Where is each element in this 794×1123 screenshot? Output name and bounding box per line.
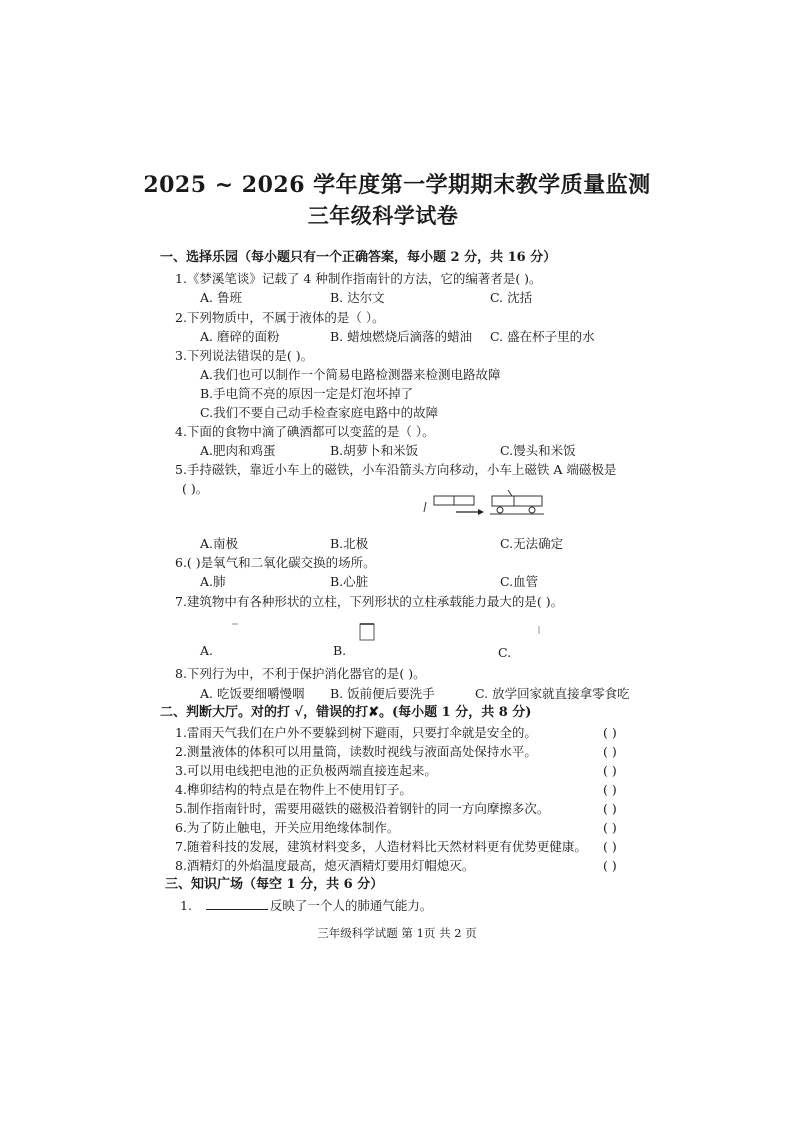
judge-answer-6[interactable]: ( ) <box>603 820 617 835</box>
judge-answer-8[interactable]: ( ) <box>603 858 617 873</box>
q7-option-a: A. <box>200 643 214 658</box>
q7-option-b: B. <box>333 643 347 658</box>
q5-option-b: B.北极 <box>330 536 369 551</box>
column-shape-a <box>218 620 238 630</box>
q7-option-c: C. <box>498 645 512 660</box>
judge-item-3: 3.可以用电线把电池的正负极两端直接连起来。 <box>175 763 437 778</box>
q5-stem: 5.手持磁铁，靠近小车上的磁铁，小车沿箭头方向移动，小车上磁铁 A 端磁极是 <box>175 462 617 477</box>
judge-answer-5[interactable]: ( ) <box>603 801 617 816</box>
judge-item-6: 6.为了防止触电，开关应用绝缘体制作。 <box>175 820 400 835</box>
judge-item-4: 4.榫卯结构的特点是在物件上不使用钉子。 <box>175 782 412 797</box>
q6-option-b: B.心脏 <box>330 574 369 589</box>
q4-stem: 4.下面的食物中滴了碘酒都可以变蓝的是（ ）。 <box>175 424 435 439</box>
q2-stem: 2.下列物质中，不属于液体的是（ ）。 <box>175 310 385 325</box>
q1-option-a: A. 鲁班 <box>200 290 242 305</box>
judge-item-7: 7.随着科技的发展，建筑材料变多，人造材料比天然材料更有优势更健康。 <box>175 839 587 854</box>
q1-option-b: B. 达尔文 <box>330 290 385 305</box>
fill-question-1-text: 反映了一个人的肺通气能力。 <box>269 898 433 913</box>
q5-option-c: C.无法确定 <box>500 536 564 551</box>
q2-option-b: B. 蜡烛燃烧后滴落的蜡油 <box>330 329 473 344</box>
q3-option-c: C.我们不要自己动手检查家庭电路中的故障 <box>200 405 439 420</box>
q5-stem-paren: ( )。 <box>182 481 209 496</box>
judge-item-8: 8.酒精灯的外焰温度最高，熄灭酒精灯要用灯帽熄灭。 <box>175 858 475 873</box>
judge-item-2: 2.测量液体的体积可以用量筒，读数时视线与液面高处保持水平。 <box>175 744 537 759</box>
judge-answer-4[interactable]: ( ) <box>603 782 617 797</box>
judge-answer-2[interactable]: ( ) <box>603 744 617 759</box>
magnet-cart-figure <box>420 488 550 522</box>
q6-stem: 6.( )是氧气和二氧化碳交换的场所。 <box>175 555 376 570</box>
judge-answer-7[interactable]: ( ) <box>603 839 617 854</box>
exam-subtitle: 三年级科学试卷 <box>307 203 459 228</box>
q4-option-b: B.胡萝卜和米饭 <box>330 443 419 458</box>
section2-heading: 二、判断大厅。对的打 √，错误的打✘。(每小题 1 分，共 8 分) <box>160 705 532 720</box>
q2-option-a: A. 磨碎的面粉 <box>200 329 280 344</box>
judge-item-5: 5.制作指南针时，需要用磁铁的磁极沿着钢针的同一方向摩擦多次。 <box>175 801 550 816</box>
section3-heading: 三、知识广场（每空 1 分，共 6 分） <box>165 877 384 892</box>
fill-blank-1[interactable] <box>206 897 268 910</box>
q5-option-a: A.南极 <box>200 536 239 551</box>
q8-option-c: C. 放学回家就直接拿零食吃 <box>475 686 630 701</box>
section1-heading: 一、选择乐园（每小题只有一个正确答案，每小题 2 分，共 16 分） <box>160 250 557 265</box>
judge-answer-3[interactable]: ( ) <box>603 763 617 778</box>
page-footer: 三年级科学试题 第 1页 共 2 页 <box>317 926 477 940</box>
q8-stem: 8.下列行为中，不利于保护消化器官的是( )。 <box>175 666 426 681</box>
judge-answer-1[interactable]: ( ) <box>603 725 617 740</box>
q4-option-c: C.馒头和米饭 <box>500 443 576 458</box>
q7-stem: 7.建筑物中有各种形状的立柱，下列形状的立柱承载能力最大的是( )。 <box>175 594 564 609</box>
q4-option-a: A.肥肉和鸡蛋 <box>200 443 276 458</box>
q1-option-c: C. 沈括 <box>490 290 533 305</box>
column-shape-c <box>536 624 542 638</box>
judge-item-1: 1.雷雨天气我们在户外不要躲到树下避雨，只要打伞就是安全的。 <box>175 725 537 740</box>
exam-title: 2025 ~ 2026 学年度第一学期期末教学质量监测 <box>143 172 651 198</box>
q3-stem: 3.下列说法错误的是( )。 <box>175 348 314 363</box>
q3-option-b: B.手电筒不亮的原因一定是灯泡坏掉了 <box>200 386 414 401</box>
q6-option-a: A.肺 <box>200 574 226 589</box>
column-shape-b <box>358 620 378 642</box>
q2-option-c: C. 盛在杯子里的水 <box>490 329 595 344</box>
q8-option-a: A. 吃饭要细嚼慢咽 <box>200 686 305 701</box>
q3-option-a: A.我们也可以制作一个简易电路检测器来检测电路故障 <box>200 367 501 382</box>
q1-stem: 1.《梦溪笔谈》记载了 4 种制作指南针的方法，它的编著者是( )。 <box>175 271 542 286</box>
q8-option-b: B. 饭前便后要洗手 <box>330 686 435 701</box>
fill-question-1 <box>180 897 432 914</box>
q6-option-c: C.血管 <box>500 574 539 589</box>
fill-question-1-number: 1. <box>180 898 192 913</box>
